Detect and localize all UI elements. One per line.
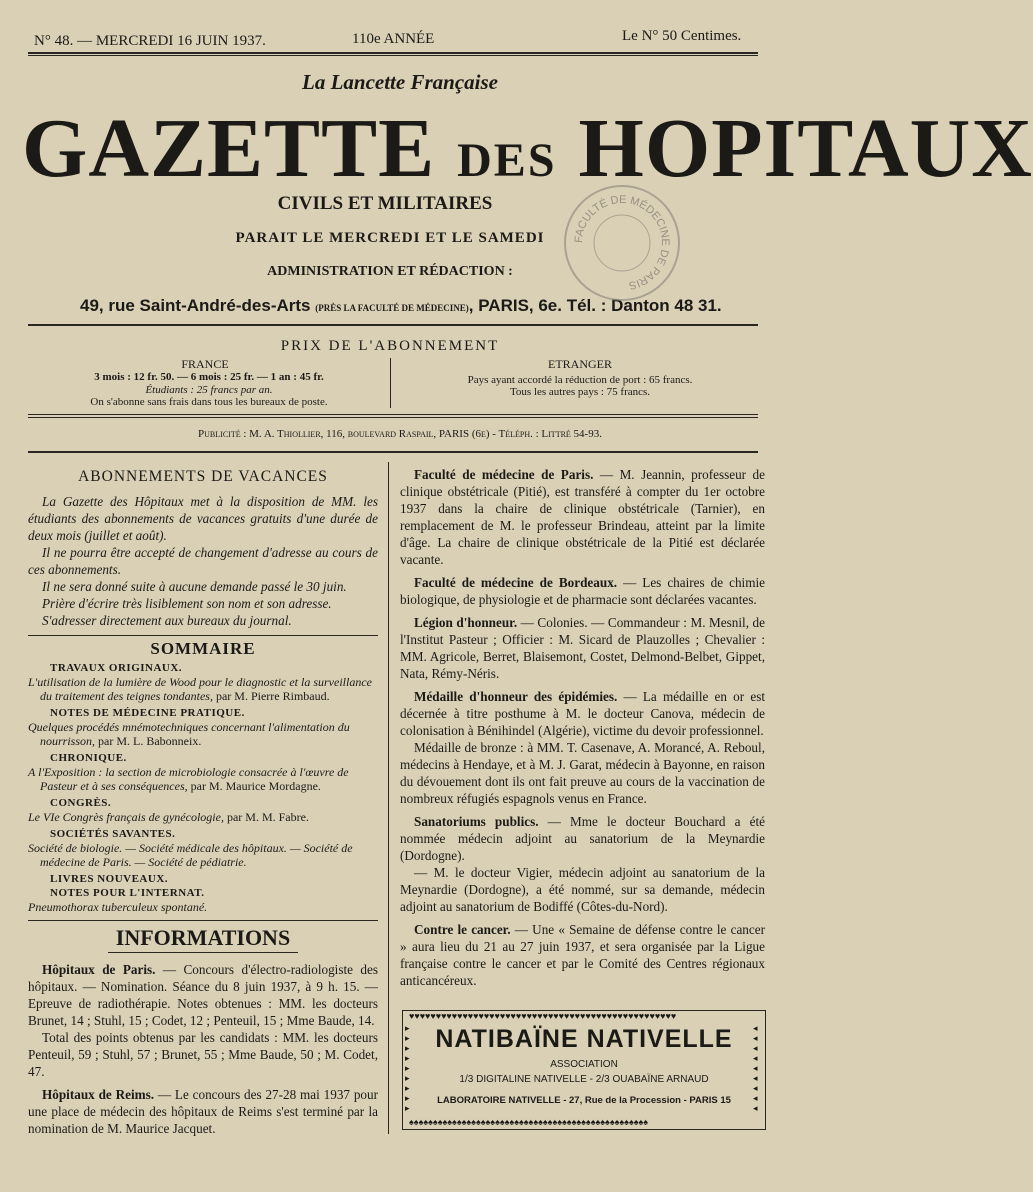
publicite-rule-top2 — [28, 417, 758, 418]
sommaire-entry-title: Pneumothorax tuberculeux spontané. — [28, 900, 208, 914]
svg-text:FACULTÉ DE MÉDECINE DE PARIS — [573, 194, 671, 291]
address-street: 49, rue Saint-André-des-Arts — [80, 296, 316, 315]
sommaire-entry-author: par M. M. Fabre. — [223, 810, 309, 824]
vacances-p2: Il ne pourra être accepté de changement d'adresse au cours de ces abonnements. — [28, 545, 378, 577]
journal-subtitle: La Lancette Française — [302, 70, 498, 94]
address-rule — [28, 324, 758, 326]
journal-civils: CIVILS ET MILITAIRES — [277, 193, 493, 214]
vacances-rule — [28, 629, 378, 636]
ad-border-bottom: ♠♠♠♠♠♠♠♠♠♠♠♠♠♠♠♠♠♠♠♠♠♠♠♠♠♠♠♠♠♠♠♠♠♠♠♠♠♠♠♠♠♠♠♠♠♠♠♠♠♠ — [409, 1117, 649, 1127]
sommaire-entry — [28, 675, 378, 703]
news-paris-faculty-text: — M. Jeannin, professeur de clinique obstétricale (Pitié), est transféré à compter du 1er octobre 1937 dans la chaire de clinique obstétricale (Tarnier), en remplacement de M. le professeur Brindeau, atteint par la limite d'âge. La chaire de clinique obstétricale de la Pitié est déclarée vacante. — [400, 467, 766, 567]
news-legion-text: — Colonies. — Commandeur : M. Mesnil, de l'Institut Pasteur ; Officier : M. Sicard de Plauzolles ; Chevalier : MM. Agricole, Berret, Blaisemont, Costet, Delmond-Belbet, Gippet, Nata, Rémy-Néris. — [400, 615, 765, 681]
sommaire-item — [28, 872, 378, 886]
sommaire-entry — [28, 810, 378, 824]
info-paris-head: Hôpitaux de Paris. — [42, 962, 156, 977]
header-rule — [28, 52, 758, 54]
informations-title: INFORMATIONS — [115, 925, 291, 950]
news-cancer-head: Contre le cancer. — [414, 922, 511, 937]
ad-composition: 1/3 DIGITALINE NATIVELLE - 2/3 OUABAÏNE ARNAUD — [459, 1074, 709, 1085]
news-sanatoriums-head: Sanatoriums publics. — [414, 814, 539, 829]
sommaire-item — [28, 661, 378, 703]
info-paris-total: Total des points obtenus par les candidats : MM. les docteurs Penteuil, 59 ; Stuhl, 57 ; Brunet, 55 ; Mme Baude, 50 ; M. Codet, 47. — [28, 1030, 378, 1079]
title-gazette: GAZETTE — [22, 102, 458, 195]
vacances-p3: Il ne sera donné suite à aucune demande passé le 30 juin. — [42, 579, 347, 594]
sommaire-entry-author: par M. Pierre Rimbaud. — [212, 689, 330, 703]
news-sanatoriums — [400, 813, 765, 864]
news-legion-head: Légion d'honneur. — [414, 615, 518, 630]
news-medaille-bronze: Médaille de bronze : à MM. T. Casenave, A. Morancé, A. Reboul, médecins à Hendaye, et à M. J. Garat, médecin à Bayonne, en raison du dévouement dont ils ont fait preuve au cours de la vaccination de nombreux réfugiés espagnols venus en France. — [400, 740, 765, 806]
news-paris-faculty — [400, 466, 765, 568]
sommaire-entry-author: par M. Maurice Mordagne. — [187, 779, 321, 793]
sommaire-category: NOTES DE MÉDECINE PRATIQUE. — [50, 707, 245, 719]
sommaire-title: SOMMAIRE — [150, 639, 256, 658]
library-stamp — [564, 185, 680, 301]
news-paris-faculty-head: Faculté de médecine de Paris. — [414, 467, 594, 482]
header-rule-thin — [28, 55, 758, 56]
sommaire-category: TRAVAUX ORIGINAUX. — [50, 662, 183, 674]
left-column — [28, 468, 378, 1137]
subscription-divider — [390, 358, 391, 408]
sommaire-item — [28, 751, 378, 793]
france-prices: 3 mois : 12 fr. 50. — 6 mois : 25 fr. — 1 an : 45 fr. — [94, 371, 324, 383]
vacances-p5: S'adresser directement aux bureaux du journal. — [42, 613, 292, 628]
ad-border-right: ◂ ◂ ◂ ◂ ◂ ◂ ◂ ◂ ◂ — [753, 1023, 758, 1113]
foreign-reduced: Pays ayant accordé la réduction de port : 65 francs. — [467, 374, 693, 386]
sommaire-entry-author: par M. L. Babonneix. — [95, 734, 202, 748]
sommaire-category: CONGRÈS. — [50, 797, 112, 809]
column-divider — [388, 462, 389, 1134]
year-edition: 110e ANNÉE — [352, 31, 435, 47]
sommaire-entry — [28, 765, 378, 793]
vacances-p4: Prière d'écrire très lisiblement son nom et son adresse. — [42, 596, 332, 611]
sommaire-entry — [28, 841, 378, 869]
info-reims-head: Hôpitaux de Reims. — [42, 1087, 155, 1102]
publicite-rule-bottom — [28, 451, 758, 453]
sommaire-rule — [28, 914, 378, 921]
issue-price: Le N° 50 Centimes. — [622, 28, 742, 44]
news-sanatoriums-vigier: — M. le docteur Vigier, médecin adjoint au sanatorium de la Meynardie (Dordogne), a été nommé, sur sa demande, médecin adjoint au sanatorium de Bodiffé (Côtes-du-Nord). — [400, 865, 765, 914]
sommaire-list — [28, 661, 378, 914]
sommaire-entry-title: Quelques procédés mnémotechniques concernant l'alimentation du nourrisson, — [28, 720, 350, 748]
sommaire-entry-title: Le VIe Congrès français de gynécologie, — [28, 810, 224, 824]
news-medaille — [400, 688, 765, 739]
ad-border-left: ▸ ▸ ▸ ▸ ▸ ▸ ▸ ▸ ▸ — [405, 1023, 410, 1113]
sommaire-item — [28, 796, 378, 824]
news-medaille-head: Médaille d'honneur des épidémies. — [414, 689, 618, 704]
foreign-heading: ETRANGER — [548, 357, 612, 371]
news-cancer-text: — Une « Semaine de défense contre le cancer » aura lieu du 21 au 27 juin 1937, et sera organisée par la Ligue française contre le cancer et par le Comité des Centres régionaux anticancéreux. — [400, 922, 765, 988]
sommaire-entry — [28, 720, 378, 748]
news-bordeaux-faculty-head: Faculté de médecine de Bordeaux. — [414, 575, 618, 590]
sommaire-category: CHRONIQUE. — [50, 752, 127, 764]
france-heading: FRANCE — [181, 357, 229, 371]
right-column — [400, 466, 765, 989]
title-hopitaux: HOPITAUX — [556, 102, 1033, 195]
sommaire-entry-title: A l'Exposition : la section de microbiologie consacrée à l'œuvre de Pasteur et à ses conséquences, — [28, 765, 349, 793]
address-note: (PRÈS LA FACULTÉ DE MÉDECINE) — [315, 303, 469, 313]
news-legion — [400, 614, 765, 682]
sommaire-entry-title: L'utilisation de la lumière de Wood pour le diagnostic et la surveillance du traitement des teignes tondantes, — [28, 675, 372, 703]
info-paris-text: — Concours d'électro-radiologiste des hôpitaux. — Nomination. Séance du 8 juin 1937, à 9 h. 15. — Epreuve de radiothérapie. Notes obtenues : MM. les docteurs Brunet, 14 ; Stuhl, 15 ; Codet, 12 ; Penteuil, 15 ; Mme Baude, 14. — [28, 962, 379, 1028]
news-cancer — [400, 921, 765, 989]
foreign-others: Tous les autres pays : 75 francs. — [509, 386, 651, 398]
news-bordeaux-faculty — [400, 574, 765, 608]
publication-days: PARAIT LE MERCREDI ET LE SAMEDI — [235, 230, 545, 246]
sommaire-item — [28, 706, 378, 748]
ad-association: ASSOCIATION — [550, 1059, 618, 1070]
vacances-title: ABONNEMENTS DE VACANCES — [78, 468, 328, 485]
address-line — [80, 296, 760, 316]
sommaire-category: NOTES POUR L'INTERNAT. — [50, 887, 205, 899]
sommaire-item — [28, 886, 378, 914]
stamp-text: FACULTÉ DE MÉDECINE DE PARIS — [572, 193, 672, 292]
news-medaille-text: — La médaille en or est décernée à titre posthume à M. le docteur Canova, médecin de colonisation à Bénihindel (Algérie), victime du devoir professionnel. — [400, 689, 765, 738]
news-sanatoriums-text: — Mme le docteur Bouchard a été nommée médecin adjoint au sanatorium de la Meynardie (Dordogne). — [400, 814, 765, 863]
info-paris — [28, 961, 378, 1029]
administration-label: ADMINISTRATION ET RÉDACTION : — [267, 264, 513, 279]
info-reims-text: — Le concours des 27-28 mai 1937 pour une place de médecin des hôpitaux de Reims s'est terminé par la nomination de M. Maurice Jacquet. — [28, 1087, 379, 1136]
france-students: Étudiants : 25 francs par an. — [145, 384, 273, 396]
sommaire-category: SOCIÉTÉS SAVANTES. — [50, 828, 176, 840]
sommaire-item — [28, 827, 378, 869]
ad-laboratory: LABORATOIRE NATIVELLE - 27, Rue de la Procession - PARIS 15 — [437, 1095, 731, 1106]
ad-border-top: ♥♥♥♥♥♥♥♥♥♥♥♥♥♥♥♥♥♥♥♥♥♥♥♥♥♥♥♥♥♥♥♥♥♥♥♥♥♥♥♥♥♥♥♥♥♥♥♥♥♥ — [409, 1011, 677, 1021]
title-des: DES — [457, 134, 557, 187]
ad-product-name: NATIBAÏNE NATIVELLE — [435, 1025, 733, 1053]
natibaine-advertisement — [402, 1010, 766, 1130]
vacances-p1: La Gazette des Hôpitaux met à la disposition de MM. les étudiants des abonnements de vacances gratuits d'une durée de deux mois (juillet et août). — [28, 494, 378, 543]
issue-number: N° 48. — MERCREDI 16 JUIN 1937. — [34, 33, 266, 49]
news-bordeaux-faculty-text: — Les chaires de chimie biologique, de physiologie et de pharmacie sont déclarées vacantes. — [400, 575, 765, 607]
france-post: On s'abonne sans frais dans tous les bureaux de poste. — [90, 396, 328, 408]
sommaire-entry — [28, 900, 378, 914]
publicite-rule-top — [28, 414, 758, 415]
address-city: , PARIS, 6e. Tél. : Danton 48 31. — [468, 296, 722, 315]
stamp-seal — [566, 187, 678, 299]
info-reims — [28, 1086, 378, 1137]
subscription-title: PRIX DE L'ABONNEMENT — [280, 338, 500, 354]
sommaire-entry-title: Société de biologie. — Société médicale des hôpitaux. — Société de médecine de Paris. — Société de pédiatrie. — [28, 841, 353, 869]
sommaire-category: LIVRES NOUVEAUX. — [50, 873, 169, 885]
advertising-contact: Publicité : M. A. Thiollier, 116, boulevard Raspail, PARIS (6e) - Téléph. : Littré 54-93. — [198, 428, 602, 440]
